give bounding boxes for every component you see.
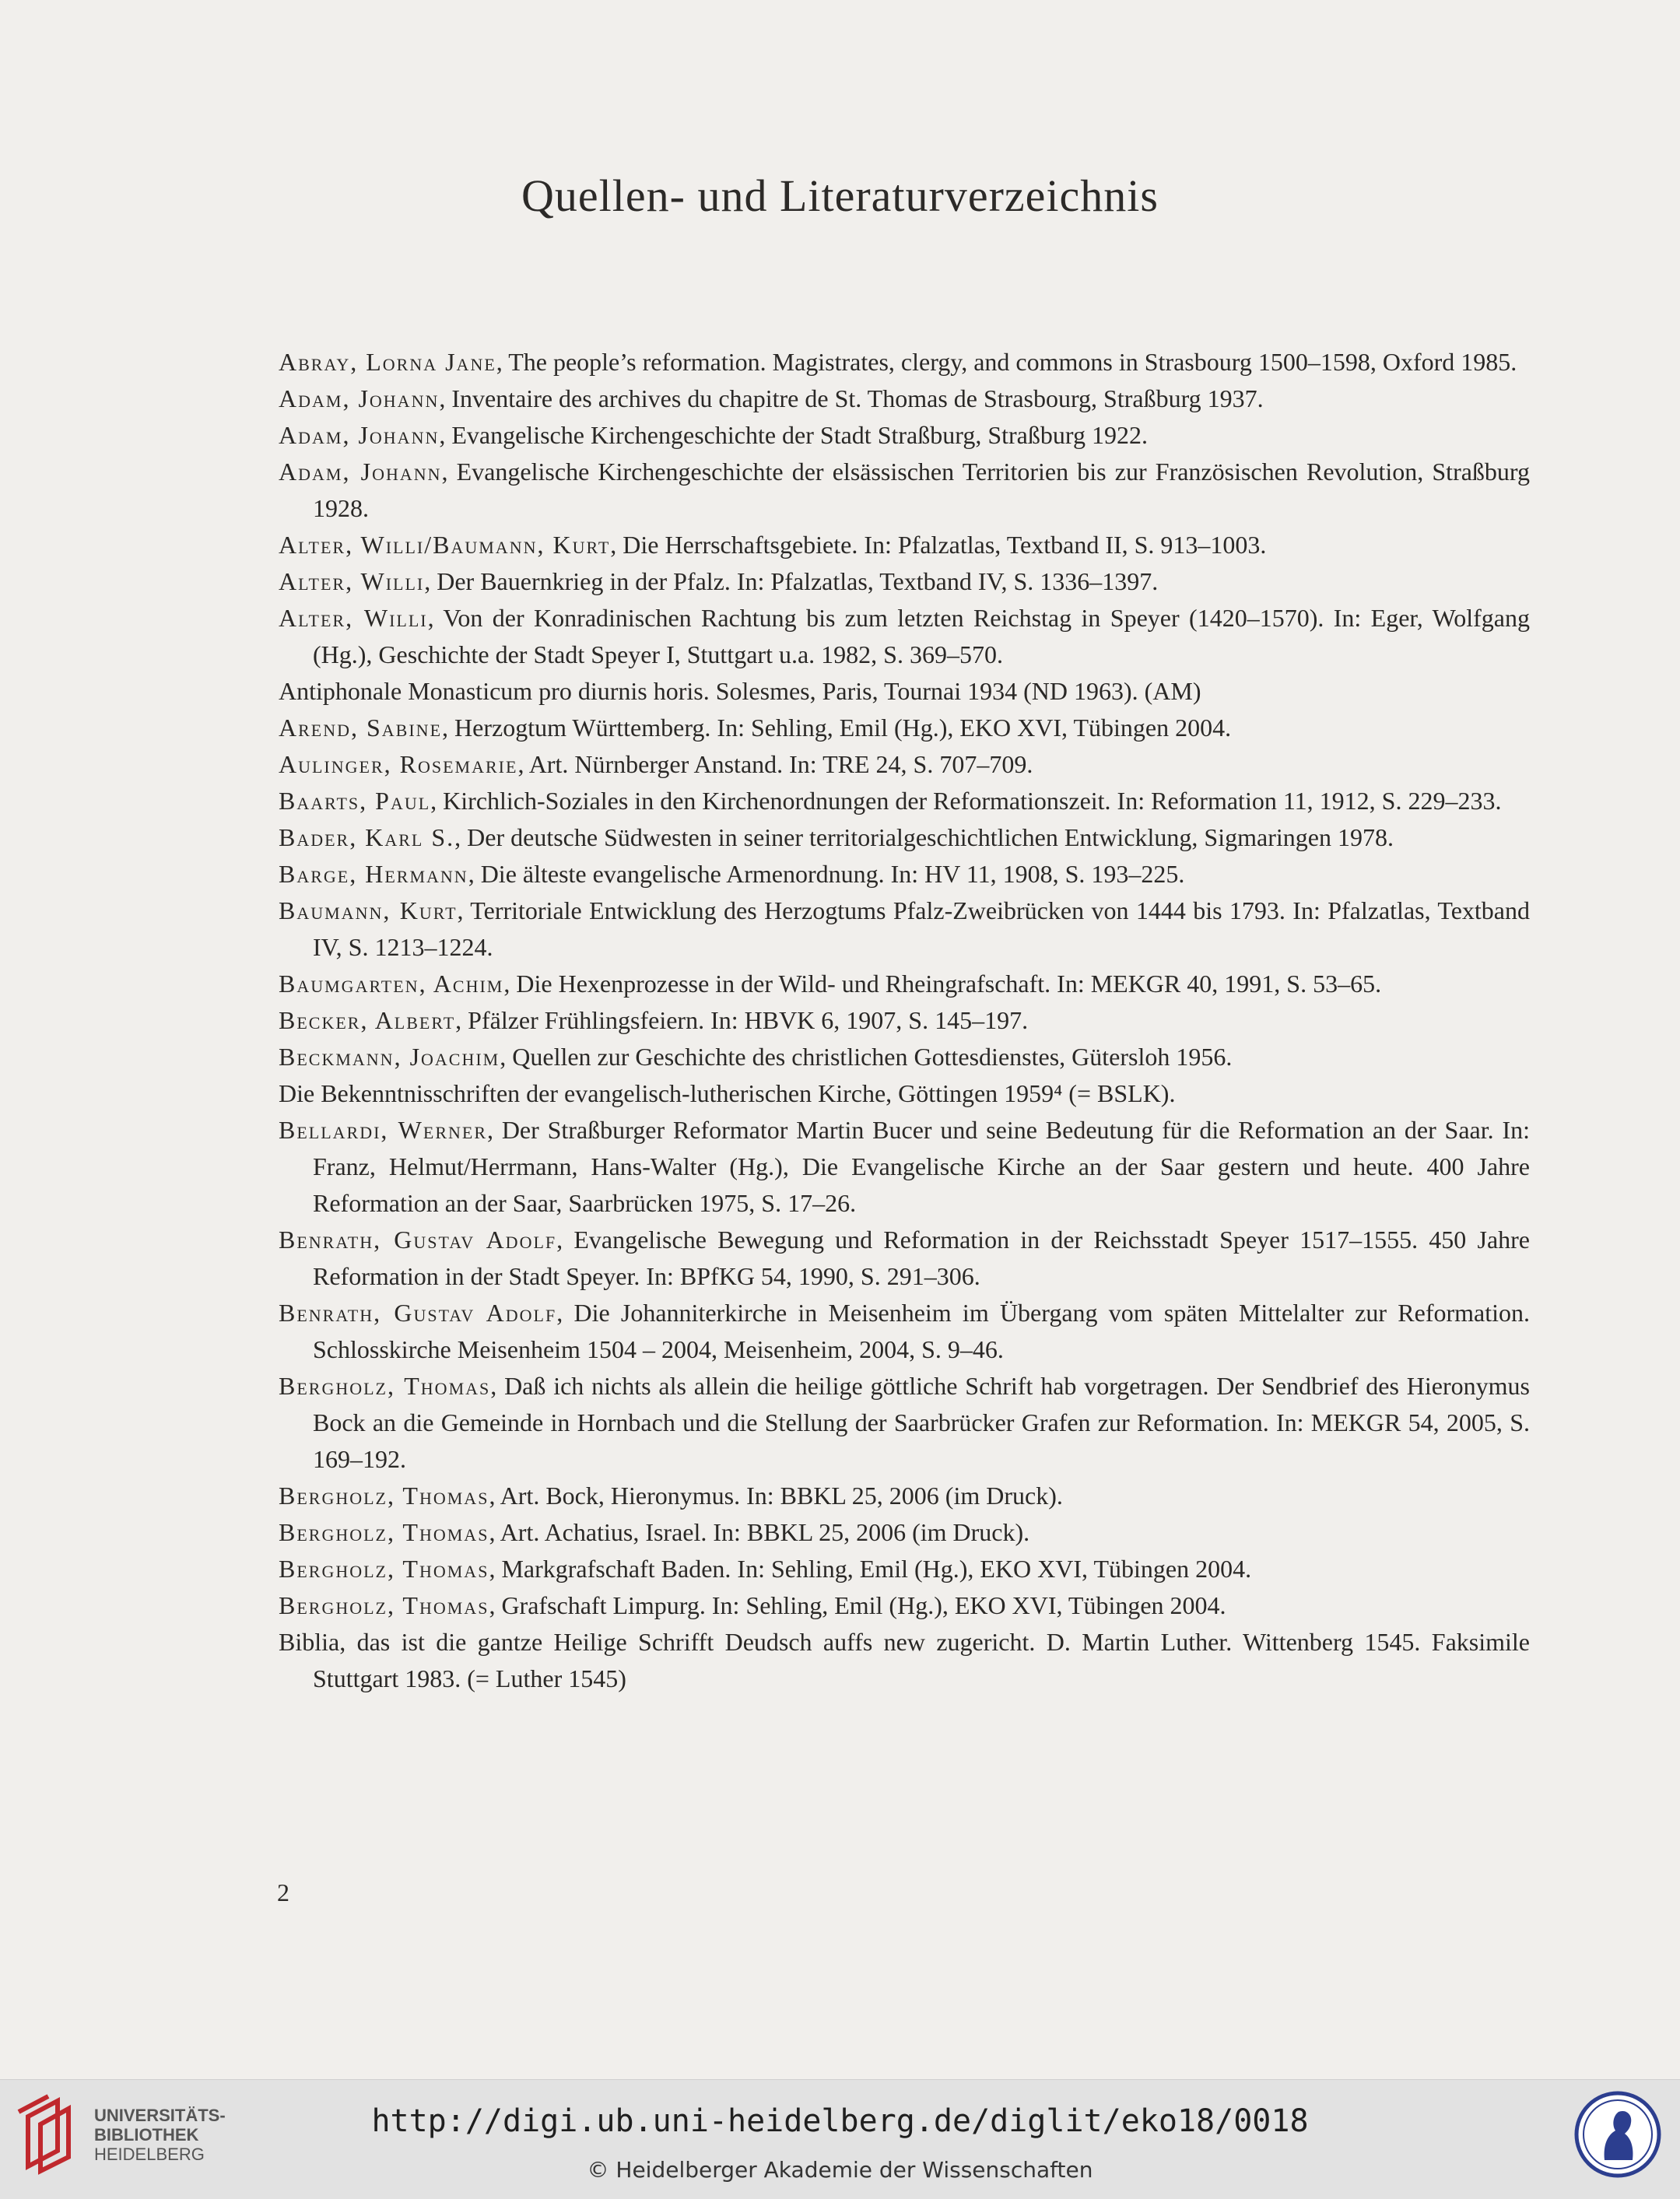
entry-author: Bader, Karl S. [279,823,455,851]
bibliography-entry [279,1478,1530,1514]
entry-author: Bellardi, Werner [279,1116,487,1144]
bibliography-entry [279,1514,1530,1551]
entry-text: Die Bekenntnisschriften der evangelisch-lutherischen Kirche, Göttingen 1959⁴ (= BSLK). [279,1079,1176,1107]
entry-author: Bergholz, Thomas [279,1555,489,1583]
entry-author: Alter, Willi [279,567,425,595]
bibliography-entry [279,783,1530,819]
library-name-line1: UNIVERSITÄTS- [94,2106,226,2125]
entry-author: Adam, Johann [279,421,440,449]
bibliography-entry [279,966,1530,1002]
bibliography-entry [279,1551,1530,1587]
bibliography-entry [279,527,1530,563]
bibliography-entry [279,1112,1530,1222]
entry-author: Adam, Johann [279,458,442,486]
entry-text: , Die älteste evangelische Armenordnung. In: HV 11, 1908, S. 193–225. [468,860,1185,888]
entry-text: , Evangelische Kirchengeschichte der elsässischen Territorien bis zur Französischen Revolution, Straßburg 1928. [313,458,1531,522]
entry-text: , Inventaire des archives du chapitre de St. Thomas de Strasbourg, Straßburg 1937. [439,384,1264,412]
entry-author: Becker, Albert [279,1006,456,1034]
entry-text: , Art. Achatius, Israel. In: BBKL 25, 2006 (im Druck). [489,1518,1030,1546]
entry-author: Bergholz, Thomas [279,1372,491,1400]
bibliography-entry [279,1075,1530,1112]
entry-text: Biblia, das ist die gantze Heilige Schrifft Deudsch auffs new zugericht. D. Martin Luther. Wittenberg 1545. Faksimile Stuttgart 1983. (= Luther 1545) [279,1628,1530,1692]
entry-author: Alter, Willi [279,604,428,632]
entry-author: Bergholz, Thomas [279,1518,489,1546]
bibliography-entry [279,893,1530,966]
bibliography-entry [279,1295,1530,1368]
entry-text: , Der Bauernkrieg in der Pfalz. In: Pfalzatlas, Textband IV, S. 1336–1397. [424,567,1159,595]
entry-text: , Grafschaft Limpurg. In: Sehling, Emil (Hg.), EKO XVI, Tübingen 2004. [489,1591,1226,1619]
entry-text: Antiphonale Monasticum pro diurnis horis. Solesmes, Paris, Tournai 1934 (ND 1963). (AM) [279,677,1201,705]
bibliography-entry [279,344,1530,381]
entry-author: Bergholz, Thomas [279,1591,489,1619]
entry-author: Abray, Lorna Jane [279,348,496,376]
bibliography-entry [279,417,1530,454]
entry-author: Bergholz, Thomas [279,1482,489,1510]
bibliography-entry [279,1624,1530,1697]
entry-text: , Pfälzer Frühlingsfeiern. In: HBVK 6, 1907, S. 145–197. [455,1006,1029,1034]
entry-text: , Der Straßburger Reformator Martin Bucer und seine Bedeutung für die Reformation an der Saar. In: Franz, Helmut/Herrmann, Hans-Walter (Hg.), Die Evangelische Kirche an der Saar gestern und heute. 400 Jahre Reformation an der Saar, Saarbrücken 1975, S. 17–26. [313,1116,1531,1217]
entry-author: Alter, Willi/Baumann, Kurt [279,531,611,559]
bibliography-entry [279,1368,1530,1478]
entry-author: Adam, Johann [279,384,440,412]
bibliography-entry [279,856,1530,893]
entry-text: , Art. Nürnberger Anstand. In: TRE 24, S. 707–709. [517,750,1033,778]
entry-author: Beckmann, Joachim [279,1043,500,1071]
library-name-line3: HEIDELBERG [94,2145,205,2164]
entry-author: Baarts, Paul [279,787,431,815]
entry-author: Barge, Hermann [279,860,468,888]
entry-text: , Kirchlich-Soziales in den Kirchenordnungen der Reformationszeit. In: Reformation 11, 1912, S. 229–233. [430,787,1502,815]
entry-author: Baumgarten, Achim [279,970,504,998]
entry-author: Benrath, Gustav Adolf [279,1226,557,1254]
entry-text: , Markgrafschaft Baden. In: Sehling, Emil (Hg.), EKO XVI, Tübingen 2004. [489,1555,1252,1583]
entry-text: , Von der Konradinischen Rachtung bis zum letzten Reichstag in Speyer (1420–1570). In: Eger, Wolfgang (Hg.), Geschichte der Stadt Speyer I, Stuttgart u.a. 1982, S. 369–570. [313,604,1531,668]
bibliography-entry [279,1222,1530,1295]
entry-text: , Quellen zur Geschichte des christlichen Gottesdienstes, Gütersloh 1956. [500,1043,1233,1071]
bibliography-entry [279,454,1530,527]
entry-author: Aulinger, Rosemarie [279,750,518,778]
bibliography-entry [279,710,1530,746]
library-name-line2: BIBLIOTHEK [94,2125,199,2145]
bibliography-entry [279,1002,1530,1039]
bibliography-entry [279,673,1530,710]
bibliography-entry [279,819,1530,856]
copyright-notice: © Heidelberger Akademie der Wissenschaften [587,2157,1093,2183]
bibliography-entry [279,381,1530,417]
entry-text: , Daß ich nichts als allein die heilige göttliche Schrift hab vorgetragen. Der Sendbrief des Hieronymus Bock an die Gemeinde in Hornbach und die Stellung der Saarbrücker Grafen zur Reformation. In: MEKGR 54, 2005, S. 169–192. [313,1372,1530,1473]
entry-text: , Der deutsche Südwesten in seiner territorialgeschichtlichen Entwicklung, Sigmaringen 1978. [454,823,1394,851]
entry-text: , Die Hexenprozesse in der Wild- und Rheingrafschaft. In: MEKGR 40, 1991, S. 53–65. [503,970,1382,998]
bibliography-entry [279,600,1530,673]
entry-text: , Art. Bock, Hieronymus. In: BBKL 25, 2006 (im Druck). [489,1482,1063,1510]
entry-text: , Territoriale Entwicklung des Herzogtums Pfalz-Zweibrücken von 1444 bis 1793. In: Pfalzatlas, Textband IV, S. 1213–1224. [313,896,1531,961]
entry-author: Arend, Sabine [279,714,443,742]
bibliography-list [279,344,1530,1697]
entry-text: , Die Johanniterkirche in Meisenheim im Übergang vom späten Mittelalter zur Reformation. Schlosskirche Meisenheim 1504 – 2004, Meisenheim, 2004, S. 9–46. [313,1299,1531,1363]
entry-text: , The people’s reformation. Magistrates, clergy, and commons in Strasbourg 1500–1598, Oxford 1985. [496,348,1517,376]
academy-seal-icon[interactable] [1573,2090,1662,2183]
entry-author: Benrath, Gustav Adolf [279,1299,557,1327]
bibliography-entry [279,1587,1530,1624]
entry-text: , Die Herrschaftsgebiete. In: Pfalzatlas, Textband II, S. 913–1003. [610,531,1267,559]
entry-text: , Evangelische Bewegung und Reformation in der Reichsstadt Speyer 1517–1555. 450 Jahre Reformation in der Stadt Speyer. In: BPfKG 54, 1990, S. 291–306. [313,1226,1531,1290]
entry-text: , Herzogtum Württemberg. In: Sehling, Emil (Hg.), EKO XVI, Tübingen 2004. [442,714,1232,742]
document-url-link[interactable]: http://digi.ub.uni-heidelberg.de/diglit/eko18/0018 [371,2103,1309,2139]
page-number: 2 [277,1878,289,1906]
page-title: Quellen- und Literaturverzeichnis [521,170,1159,221]
bibliography-entry [279,746,1530,783]
bibliography-entry [279,1039,1530,1075]
entry-text: , Evangelische Kirchengeschichte der Stadt Straßburg, Straßburg 1922. [439,421,1148,449]
entry-author: Baumann, Kurt [279,896,458,924]
bibliography-entry [279,563,1530,600]
